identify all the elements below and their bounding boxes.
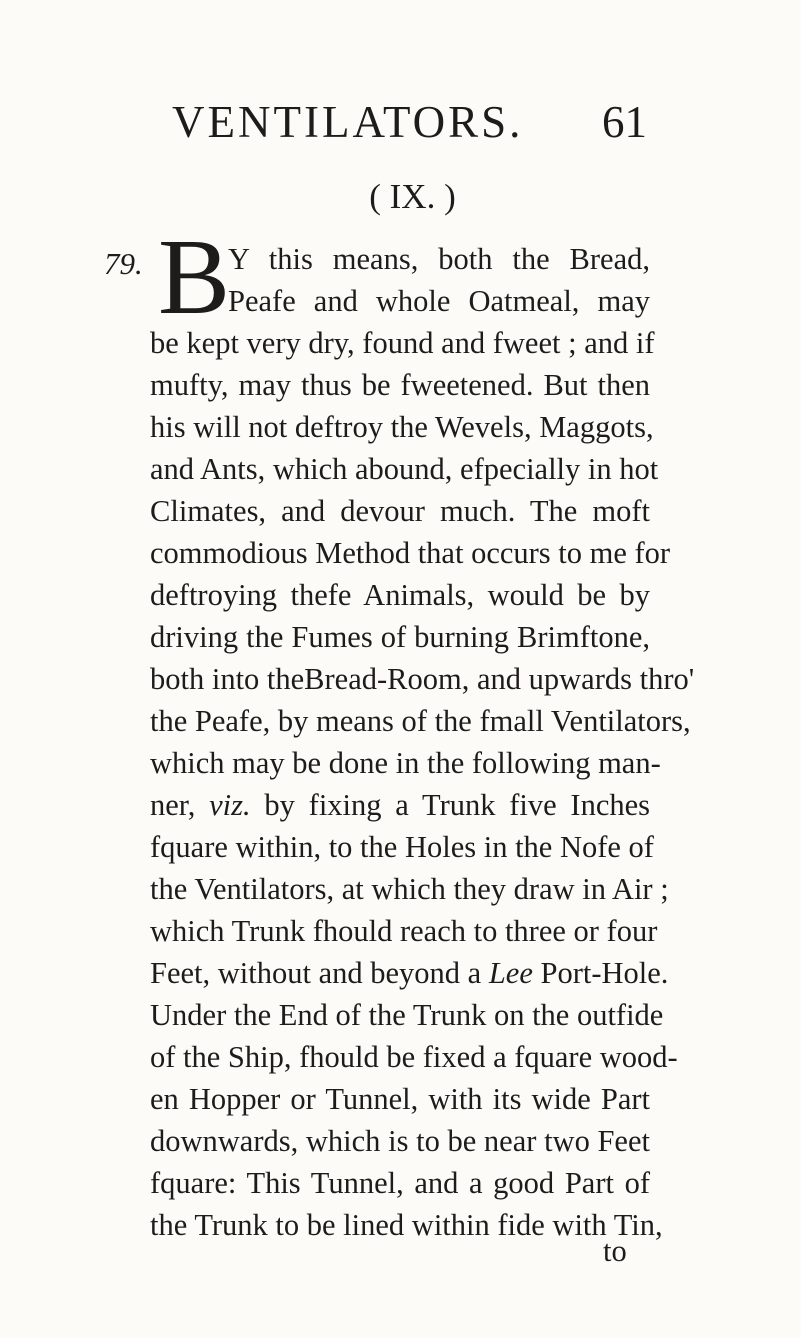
text-line: which may be done in the following man- [150,746,661,780]
drop-cap: B [158,218,231,337]
text-line: the Trunk to be lined within fide with Tin, [150,1208,663,1242]
text-line: fquare within, to the Holes in the Nofe of [150,830,654,864]
text-line: Peafe and whole Oatmeal, may [228,284,650,318]
text-line: which Trunk fhould reach to three or four [150,914,658,948]
text-line [150,784,650,826]
running-title: VENTILATORS. [172,97,524,147]
text-span: by fixing a Trunk five Inches [264,788,651,822]
text-span: Feet, without and beyond a [150,956,482,990]
text-line: both into theBread-Room, and upwards thro' [150,662,695,696]
text-line: downwards, which is to be near two Feet [150,1124,650,1158]
italic-word: Lee [488,956,533,990]
text-line: the Ventilators, at which they draw in Air ; [150,872,669,906]
catchword: to [603,1234,627,1268]
text-line: fquare: This Tunnel, and a good Part of [150,1166,650,1200]
text-line: of the Ship, fhould be fixed a fquare wood- [150,1040,678,1074]
italic-abbreviation: viz. [209,788,251,822]
text-span: ner, [150,788,196,822]
paragraph-number: 79. [104,246,143,281]
text-line: Y this means, both the Bread, [228,242,650,276]
text-line [150,952,669,994]
text-line: driving the Fumes of burning Brimftone, [150,620,650,654]
text-line: en Hopper or Tunnel, with its wide Part [150,1082,650,1116]
text-line: mufty, may thus be fweetened. But then [150,368,650,402]
page-number: 61 [602,97,647,147]
text-line: deftroying thefe Animals, would be by [150,578,650,612]
text-line: be kept very dry, found and fweet ; and if [150,326,655,360]
text-line: his will not deftroy the Wevels, Maggots, [150,410,654,444]
text-line: Climates, and devour much. The moft [150,494,650,528]
text-line: commodious Method that occurs to me for [150,536,671,570]
section-heading: ( IX. ) [369,177,456,216]
text-line: and Ants, which abound, efpecially in hot [150,452,659,486]
text-line: Under the End of the Trunk on the outfide [150,998,664,1032]
text-span: Port-Hole. [540,956,669,990]
running-head [0,92,801,152]
text-line: the Peafe, by means of the fmall Ventilators, [150,704,691,738]
